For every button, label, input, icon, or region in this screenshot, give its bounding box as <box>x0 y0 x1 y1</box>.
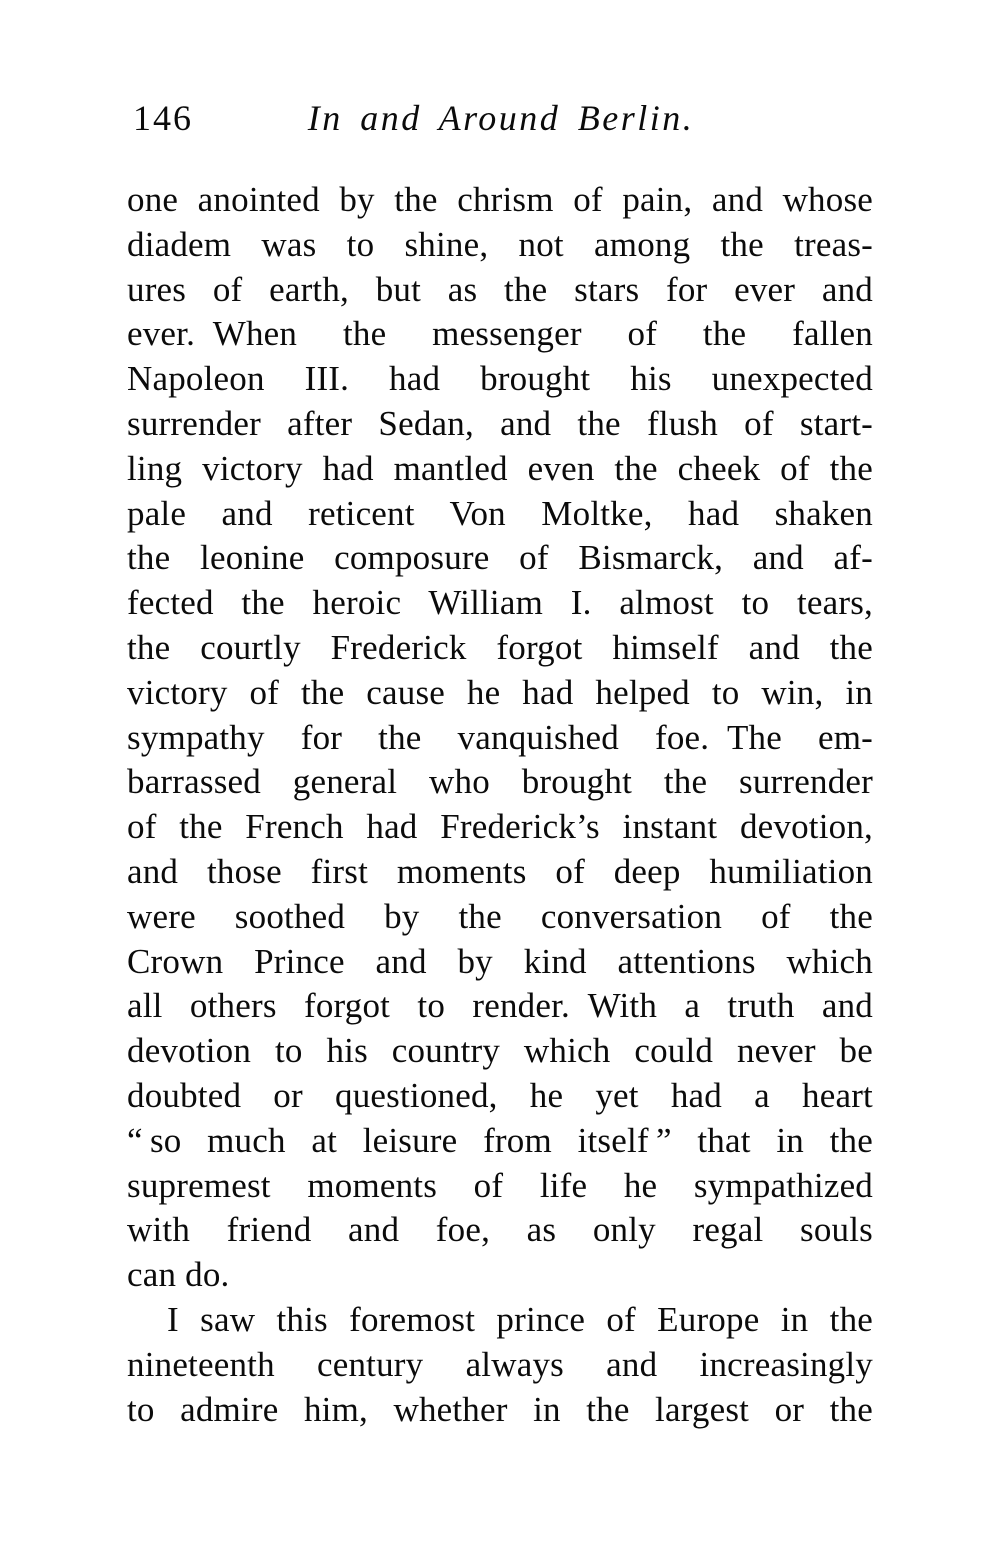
text-line: ures of earth, but as the stars for ever and <box>127 269 873 309</box>
text-line: ling victory had mantled even the cheek of the <box>127 448 873 488</box>
text-line: barrassed general who brought the surrender <box>127 762 873 802</box>
text-line: ever. When the messenger of the fallen <box>127 314 873 354</box>
text-line: diadem was to shine, not among the treas- <box>127 224 873 264</box>
text-line: nineteenth century always and increasingly <box>127 1344 873 1384</box>
text-line: were soothed by the conversation of the <box>127 896 873 936</box>
page-number: 146 <box>133 98 193 138</box>
text-line: devotion to his country which could never be <box>127 1031 873 1071</box>
text-line: all others forgot to render. With a truth and <box>127 986 873 1026</box>
text-line: “ so much at leisure from itself ” that in the <box>127 1120 873 1160</box>
running-head <box>127 98 875 142</box>
text-line: the courtly Frederick forgot himself and the <box>127 627 873 667</box>
text-line: I saw this foremost prince of Europe in the <box>167 1299 873 1339</box>
text-line: victory of the cause he had helped to win, in <box>127 672 873 712</box>
text-line: Napoleon III. had brought his unexpected <box>127 359 873 399</box>
running-title: In and Around Berlin. <box>307 98 695 138</box>
text-line: to admire him, whether in the largest or the <box>127 1389 873 1429</box>
text-line: of the French had Frederick’s instant devotion, <box>127 807 873 847</box>
text-line: with friend and foe, as only regal souls <box>127 1210 873 1250</box>
text-line: and those first moments of deep humiliation <box>127 851 873 891</box>
text-line: sympathy for the vanquished foe. The em- <box>127 717 873 757</box>
text-line: can do. <box>127 1255 230 1295</box>
text-line: supremest moments of life he sympathized <box>127 1165 873 1205</box>
text-line: surrender after Sedan, and the flush of start- <box>127 403 873 443</box>
text-line: the leonine composure of Bismarck, and af- <box>127 538 873 578</box>
text-line: fected the heroic William I. almost to tears, <box>127 583 873 623</box>
text-line: Crown Prince and by kind attentions which <box>127 941 873 981</box>
body-text-block <box>127 178 873 1432</box>
text-line: doubted or questioned, he yet had a heart <box>127 1075 873 1115</box>
text-line: one anointed by the chrism of pain, and whose <box>127 180 873 219</box>
text-line: pale and reticent Von Moltke, had shaken <box>127 493 873 533</box>
